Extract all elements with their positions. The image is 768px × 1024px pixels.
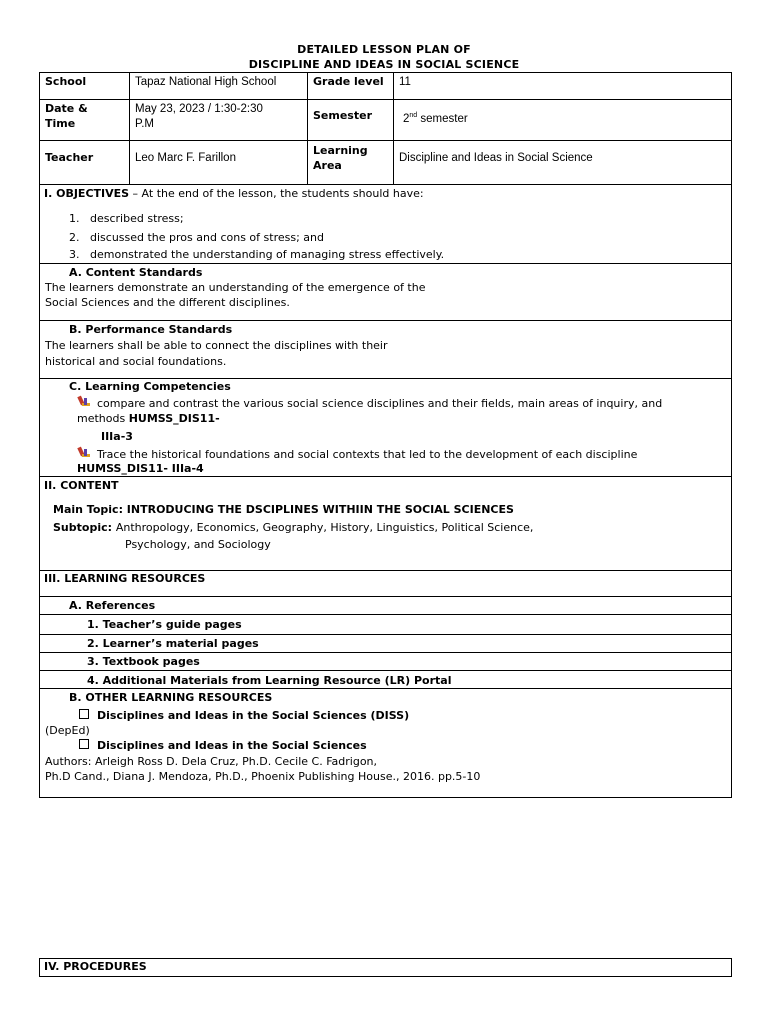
grid-line: [129, 72, 130, 184]
checkbox-icon: [79, 709, 89, 719]
learning-competencies-heading: C. Learning Competencies: [69, 380, 231, 393]
section-divider: [39, 652, 732, 653]
grid-line: [39, 99, 732, 100]
document-title-line2: DISCIPLINE AND IDEAS IN SOCIAL SCIENCE: [248, 58, 520, 71]
content-standards-heading: A. Content Standards: [69, 266, 203, 279]
competency-2-line1: Trace the historical foundations and social contexts that led to the development of each discipline: [77, 447, 637, 462]
section-divider: [39, 570, 732, 571]
section-divider: [39, 596, 732, 597]
objective-item-2: 2. discussed the pros and cons of stress; and: [69, 231, 324, 244]
competency-1-line1: compare and contrast the various social science disciplines and their fields, main areas of inquiry, and: [77, 396, 662, 411]
competency-2-code: HUMSS_DIS11- IIIa-4: [77, 462, 204, 475]
subtopic-line2: Psychology, and Sociology: [125, 538, 271, 551]
school-label: School: [45, 75, 87, 88]
learners-material-pages: 2. Learner’s material pages: [87, 637, 259, 650]
learning-resources-heading: III. LEARNING RESOURCES: [44, 572, 206, 585]
other-resources-heading: B. OTHER LEARNING RESOURCES: [69, 691, 273, 704]
date-time-label-2: Time: [45, 117, 76, 130]
subtopic-line1: Subtopic: Anthropology, Economics, Geography, History, Linguistics, Political Science,: [53, 521, 534, 534]
lesson-plan-table: [39, 72, 732, 798]
grade-level-label: Grade level: [313, 75, 384, 88]
other-resource-2: Disciplines and Ideas in the Social Sciences: [79, 739, 367, 753]
section-divider: [39, 378, 732, 379]
pushpin-icon: [77, 447, 91, 459]
section-divider: [39, 688, 732, 689]
teacher-label: Teacher: [45, 151, 94, 164]
section-divider: [39, 634, 732, 635]
section-divider: [39, 263, 732, 264]
performance-standards-heading: B. Performance Standards: [69, 323, 233, 336]
semester-label: Semester: [313, 109, 372, 122]
competency-1-line2: methods HUMSS_DIS11-: [77, 412, 220, 425]
school-value: Tapaz National High School: [135, 76, 277, 88]
section-divider: [39, 476, 732, 477]
content-standards-line2: Social Sciences and the different disciplines.: [45, 296, 290, 309]
date-time-value-1: May 23, 2023 / 1:30-2:30: [135, 103, 263, 115]
additional-materials: 4. Additional Materials from Learning Resource (LR) Portal: [87, 674, 452, 687]
performance-standards-line2: historical and social foundations.: [45, 355, 227, 368]
section-divider: [39, 320, 732, 321]
authors-line2: Ph.D Cand., Diana J. Mendoza, Ph.D., Phoenix Publishing House., 2016. pp.5-10: [45, 770, 481, 783]
learning-area-label-2: Area: [313, 159, 342, 172]
grade-level-value: 11: [399, 76, 411, 88]
grid-line: [393, 72, 394, 184]
other-resource-1: Disciplines and Ideas in the Social Sciences (DISS): [79, 709, 409, 723]
checkbox-icon: [79, 739, 89, 749]
section-divider: [39, 670, 732, 671]
learning-area-label-1: Learning: [313, 144, 368, 157]
competency-1-code: IIIa-3: [101, 430, 133, 443]
objective-item-1: 1. described stress;: [69, 212, 184, 225]
date-time-value-2: P.M: [135, 118, 154, 130]
learning-area-value: Discipline and Ideas in Social Science: [399, 152, 593, 164]
pushpin-icon: [77, 396, 91, 408]
grid-line: [39, 140, 732, 141]
teacher-value: Leo Marc F. Farillon: [135, 152, 236, 164]
objectives-heading: I. OBJECTIVES – At the end of the lesson, the students should have:: [44, 187, 424, 200]
semester-value: 2nd semester: [403, 112, 468, 125]
main-topic: Main Topic: INTRODUCING THE DSCIPLINES WITHIIN THE SOCIAL SCIENCES: [53, 503, 514, 516]
content-heading: II. CONTENT: [44, 479, 119, 492]
textbook-pages: 3. Textbook pages: [87, 655, 200, 668]
objective-item-3: 3. demonstrated the understanding of managing stress effectively.: [69, 248, 445, 261]
content-standards-line1: The learners demonstrate an understanding of the emergence of the: [45, 281, 426, 294]
section-divider: [39, 614, 732, 615]
teachers-guide-pages: 1. Teacher’s guide pages: [87, 618, 242, 631]
authors-line1: Authors: Arleigh Ross D. Dela Cruz, Ph.D. Cecile C. Fadrigon,: [45, 755, 378, 768]
procedures-heading: IV. PROCEDURES: [44, 960, 147, 973]
grid-line: [307, 72, 308, 184]
document-title-line1: DETAILED LESSON PLAN OF: [297, 43, 471, 56]
other-resource-1-note: (DepEd): [45, 724, 90, 737]
grid-line: [39, 184, 732, 185]
references-heading: A. References: [69, 599, 156, 612]
date-time-label-1: Date &: [45, 102, 88, 115]
performance-standards-line1: The learners shall be able to connect the disciplines with their: [45, 339, 388, 352]
